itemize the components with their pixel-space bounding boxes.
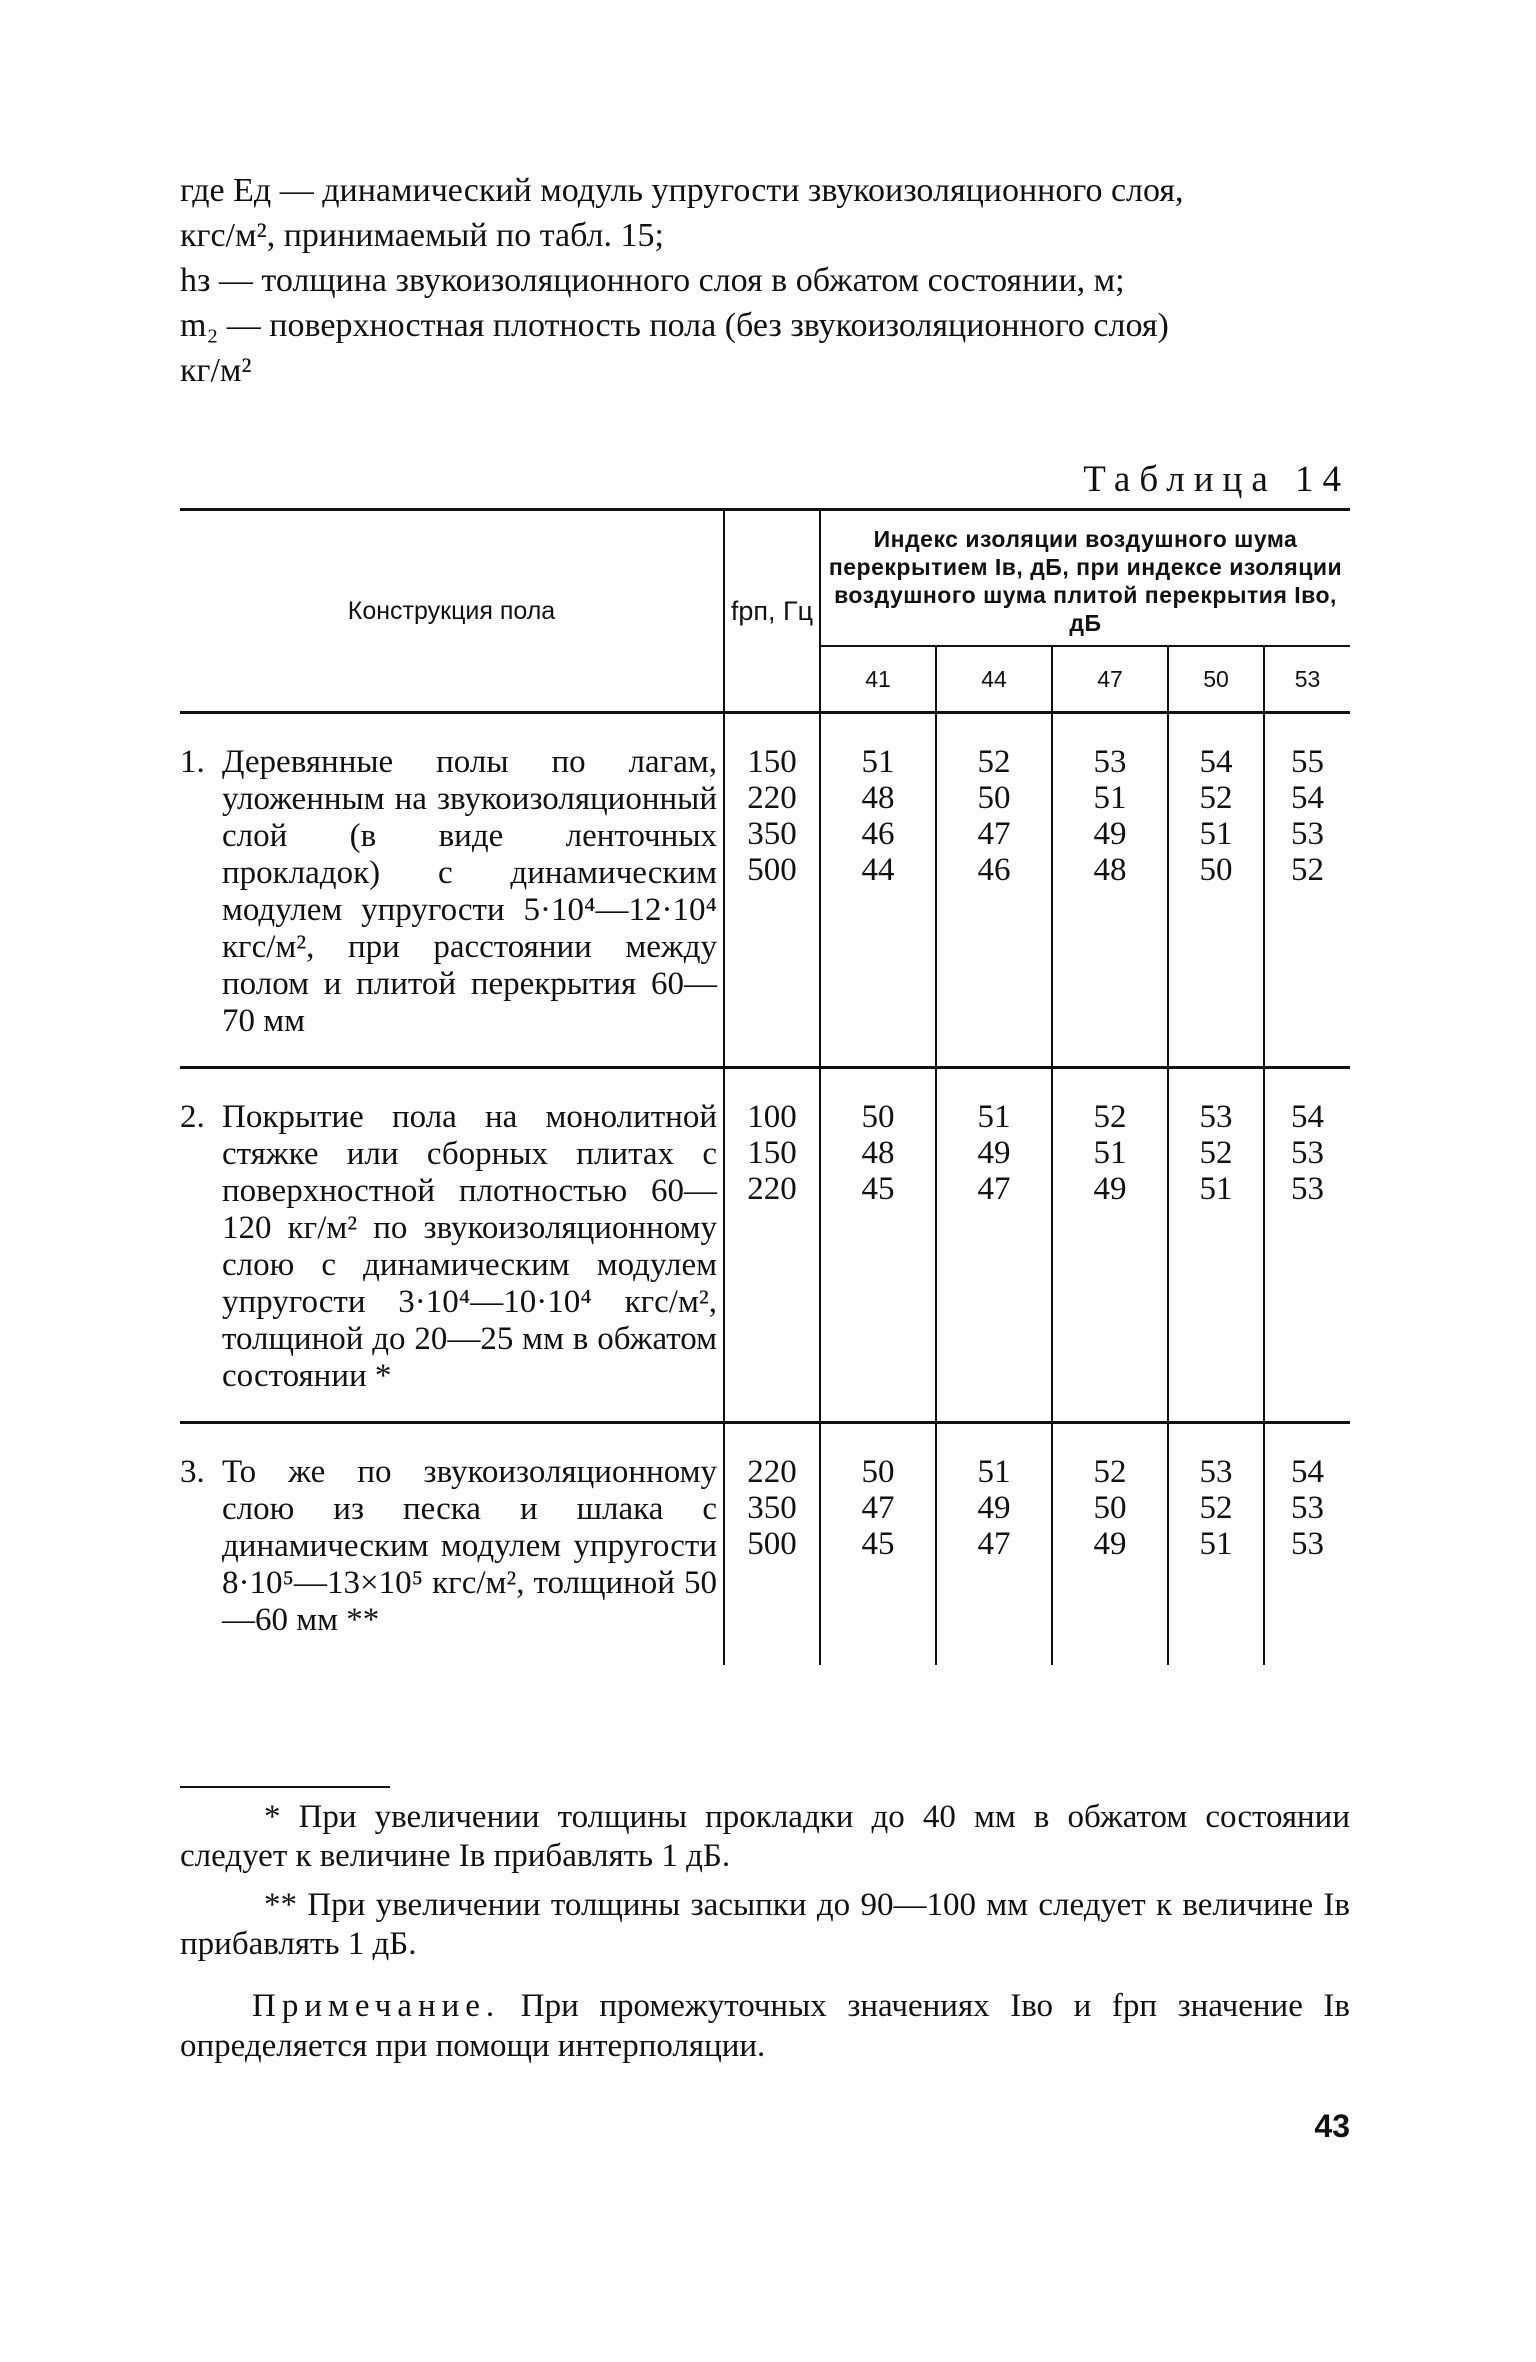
row-values-50: 53 52 51 (1168, 1068, 1264, 1423)
remark-text: При промежуточных значениях Iво и fрп значение Iв определяется при помощи интерполяции. (180, 1988, 1351, 2064)
header-index-col: 41 (865, 665, 891, 692)
row-frequencies: 100 150 220 (724, 1068, 820, 1423)
definition-line: кг/м² (180, 352, 252, 389)
definition-line: кгс/м², принимаемый по табл. 15; (180, 217, 664, 254)
definitions-paragraph (180, 168, 1350, 393)
row-frequencies: 220 350 500 (724, 1423, 820, 1666)
row-values-50: 54 52 51 50 (1168, 713, 1264, 1068)
floor-insulation-table (180, 508, 1350, 1665)
definition-line: m₂ — поверхностная плотность пола (без звукоизоляционного слоя) (180, 307, 1169, 344)
table-row (180, 713, 1350, 1068)
footnotes (180, 1798, 1350, 1974)
row-values-47: 52 50 49 (1052, 1423, 1168, 1666)
header-index: Индекс изоляции воздушного шума перекрытием Iв, дБ, при индексе изоляции воздушного шума плитой перекрытия Iво, дБ (820, 510, 1350, 647)
document-page (180, 168, 1351, 2144)
row-values-47: 52 51 49 (1052, 1068, 1168, 1423)
footnote-1: * При увеличении толщины прокладки до 40 мм в обжатом состоянии следует к величине Iв прибавлять 1 дБ. (180, 1799, 1350, 1874)
row-values-41: 50 48 45 (820, 1068, 936, 1423)
row-values-50: 53 52 51 (1168, 1423, 1264, 1666)
header-index-col: 53 (1264, 646, 1350, 711)
definition-line: hз — толщина звукоизоляционного слоя в обжатом состоянии, м; (180, 262, 1125, 299)
remark-note (180, 1986, 1350, 2066)
row-frequencies: 150 220 350 500 (724, 713, 820, 1068)
row-values-53: 54 53 53 (1264, 1423, 1350, 1666)
row-values-41: 51 48 46 44 (861, 744, 895, 888)
header-construction: Конструкция пола (180, 510, 724, 712)
table-caption: Таблица 14 (1083, 459, 1350, 500)
header-index-col: 44 (936, 646, 1052, 711)
definition-line: где Eд — динамический модуль упругости звукоизоляционного слоя, (180, 172, 1184, 209)
table-row (180, 1423, 1350, 1666)
page-number: 43 (1314, 2108, 1350, 2144)
footnote-2: ** При увеличении толщины засыпки до 90—100 мм следует к величине Iв прибавлять 1 дБ. (180, 1887, 1350, 1962)
header-frequency: fрп, Гц (724, 510, 820, 712)
row-values-44: 52 50 47 46 (936, 713, 1052, 1068)
row-values-44: 51 49 47 (936, 1423, 1052, 1666)
row-values-44: 51 49 47 (936, 1068, 1052, 1423)
footnote-divider (180, 1786, 390, 1788)
header-index-col: 50 (1168, 646, 1264, 711)
row-values-53: 54 53 53 (1264, 1068, 1350, 1423)
row-description: 1. Деревянные полы по лагам, уложенным на звукоизоляционный слой (в виде ленточных прокладок) с динамическим модулем упругости 5·10⁴—12·10⁴ кгс/м², при расстоянии между полом и плитой перекрытия 60—70 мм (180, 744, 717, 1039)
row-values-53: 55 54 53 52 (1264, 713, 1350, 1068)
row-description: 2. Покрытие пола на монолитной стяжке или сборных плитах с поверхностной плотностью 60—120 кг/м² по звукоизоляционному слою с динамическим модулем упругости 3·10⁴—10·10⁴ кгс/м², толщиной до 20—25 мм в обжатом состоянии * (180, 1068, 724, 1423)
header-index-col: 47 (1052, 646, 1168, 711)
row-values-41: 50 47 45 (820, 1423, 936, 1666)
remark-label: Примечание. (252, 1988, 501, 2024)
table-row (180, 1068, 1350, 1423)
row-description: 3. То же по звукоизоляционному слою из песка и шлака с динамическим модулем упругости 8·10⁵—13×10⁵ кгс/м², толщиной 50—60 мм ** (180, 1423, 724, 1666)
row-values-47: 53 51 49 48 (1052, 713, 1168, 1068)
